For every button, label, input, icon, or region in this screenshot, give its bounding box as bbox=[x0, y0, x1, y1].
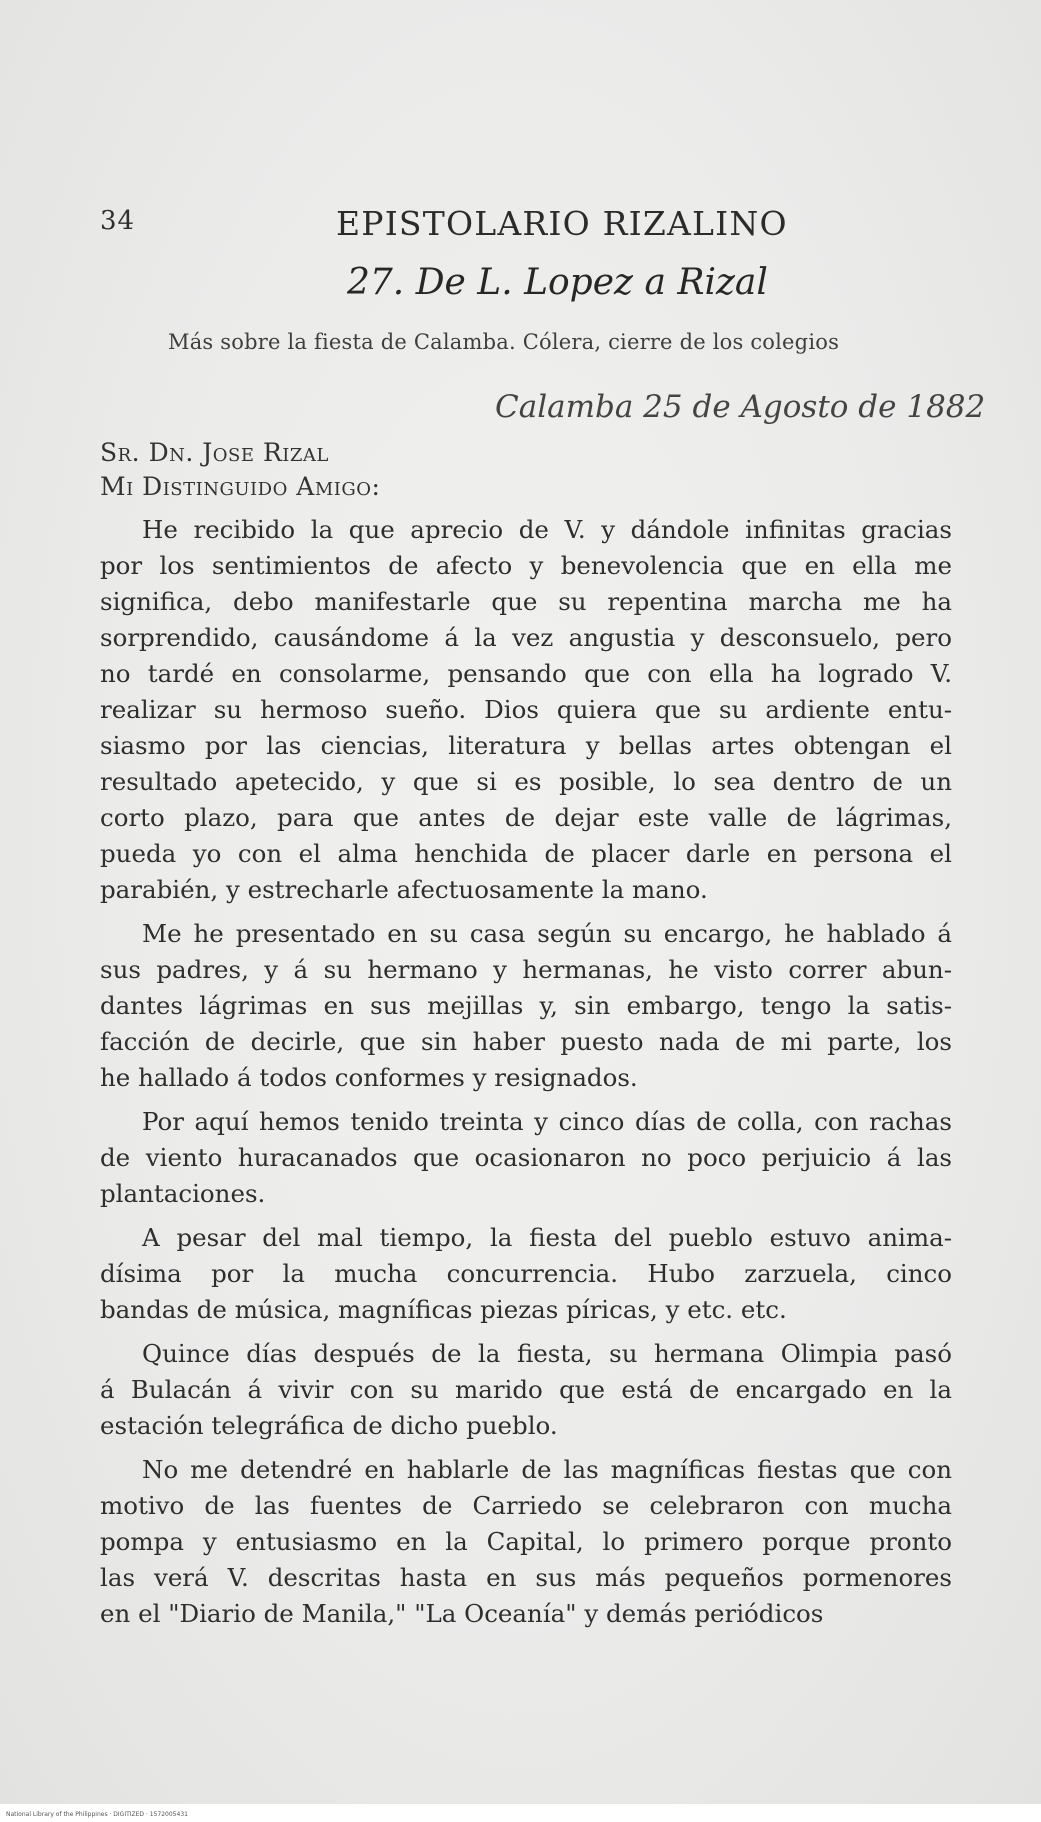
letter-subtitle: Más sobre la fiesta de Calamba. Cólera, cierre de los colegios bbox=[168, 330, 840, 354]
letter-heading: 27. De L. Lopez a Rizal bbox=[347, 262, 768, 303]
text-line: en el "Diario de Manila," "La Oceanía" y demás periódicos bbox=[100, 1599, 824, 1628]
text-line: parabién, y estrecharle afectuosamente la mano. bbox=[100, 875, 708, 904]
text-line: las verá V. descritas hasta en sus más pequeños pormenores bbox=[100, 1563, 952, 1592]
letter-body bbox=[100, 512, 952, 1640]
text-line: dantes lágrimas en sus mejillas y, sin embargo, tengo la satis- bbox=[100, 991, 952, 1020]
scan-credit: National Library of the Philippines · DIGITIZED · 1572005431 bbox=[6, 1811, 188, 1818]
paragraph bbox=[100, 1104, 952, 1212]
page-number: 34 bbox=[100, 206, 136, 236]
text-line: por los sentimientos de afecto y benevolencia que en ella me bbox=[100, 551, 952, 580]
text-line: de viento huracanados que ocasionaron no poco perjuicio á las bbox=[100, 1143, 952, 1172]
text-line: Quince días después de la fiesta, su hermana Olimpia pasó bbox=[142, 1339, 952, 1368]
text-line: realizar su hermoso sueño. Dios quiera que su ardiente entu- bbox=[100, 695, 952, 724]
text-line: siasmo por las ciencias, literatura y bellas artes obtengan el bbox=[100, 731, 952, 760]
text-line: resultado apetecido, y que si es posible, lo sea dentro de un bbox=[100, 767, 952, 796]
text-line: bandas de música, magníficas piezas píricas, y etc. etc. bbox=[100, 1295, 787, 1324]
text-line: significa, debo manifestarle que su repentina marcha me ha bbox=[100, 587, 952, 616]
text-line: No me detendré en hablarle de las magníficas fiestas que con bbox=[142, 1455, 952, 1484]
paragraph bbox=[100, 512, 952, 908]
text-line: dísima por la mucha concurrencia. Hubo zarzuela, cinco bbox=[100, 1259, 952, 1288]
text-line: pompa y entusiasmo en la Capital, lo primero porque pronto bbox=[100, 1527, 952, 1556]
text-line: Me he presentado en su casa según su encargo, he hablado á bbox=[142, 919, 952, 948]
text-line: Por aquí hemos tenido treinta y cinco días de colla, con rachas bbox=[142, 1107, 952, 1136]
text-line: motivo de las fuentes de Carriedo se celebraron con mucha bbox=[100, 1491, 952, 1520]
paragraph bbox=[100, 1452, 952, 1632]
running-title: EPISTOLARIO RIZALINO bbox=[336, 204, 788, 243]
text-line: sus padres, y á su hermano y hermanas, he visto correr abun- bbox=[100, 955, 952, 984]
letter-date: Calamba 25 de Agosto de 1882 bbox=[495, 389, 986, 425]
text-line: A pesar del mal tiempo, la fiesta del pueblo estuvo anima- bbox=[142, 1223, 952, 1252]
salutation-greeting: Mi Distinguido Amigo: bbox=[100, 472, 381, 501]
text-line: pueda yo con el alma henchida de placer darle en persona el bbox=[100, 839, 952, 868]
salutation-recipient: Sr. Dn. Jose Rizal bbox=[100, 438, 329, 467]
paragraph bbox=[100, 1336, 952, 1444]
text-line: facción de decirle, que sin haber puesto nada de mi parte, los bbox=[100, 1027, 952, 1056]
text-line: sorprendido, causándome á la vez angustia y desconsuelo, pero bbox=[100, 623, 952, 652]
paragraph bbox=[100, 916, 952, 1096]
text-line: á Bulacán á vivir con su marido que está de encargado en la bbox=[100, 1375, 952, 1404]
text-line: estación telegráfica de dicho pueblo. bbox=[100, 1411, 558, 1440]
scan-footer bbox=[0, 1804, 1041, 1822]
text-line: corto plazo, para que antes de dejar este valle de lágrimas, bbox=[100, 803, 952, 832]
text-line: no tardé en consolarme, pensando que con ella ha logrado V. bbox=[100, 659, 952, 688]
text-line: He recibido la que aprecio de V. y dándole infinitas gracias bbox=[142, 515, 952, 544]
paragraph bbox=[100, 1220, 952, 1328]
text-line: plantaciones. bbox=[100, 1179, 266, 1208]
text-line: he hallado á todos conformes y resignados. bbox=[100, 1063, 638, 1092]
